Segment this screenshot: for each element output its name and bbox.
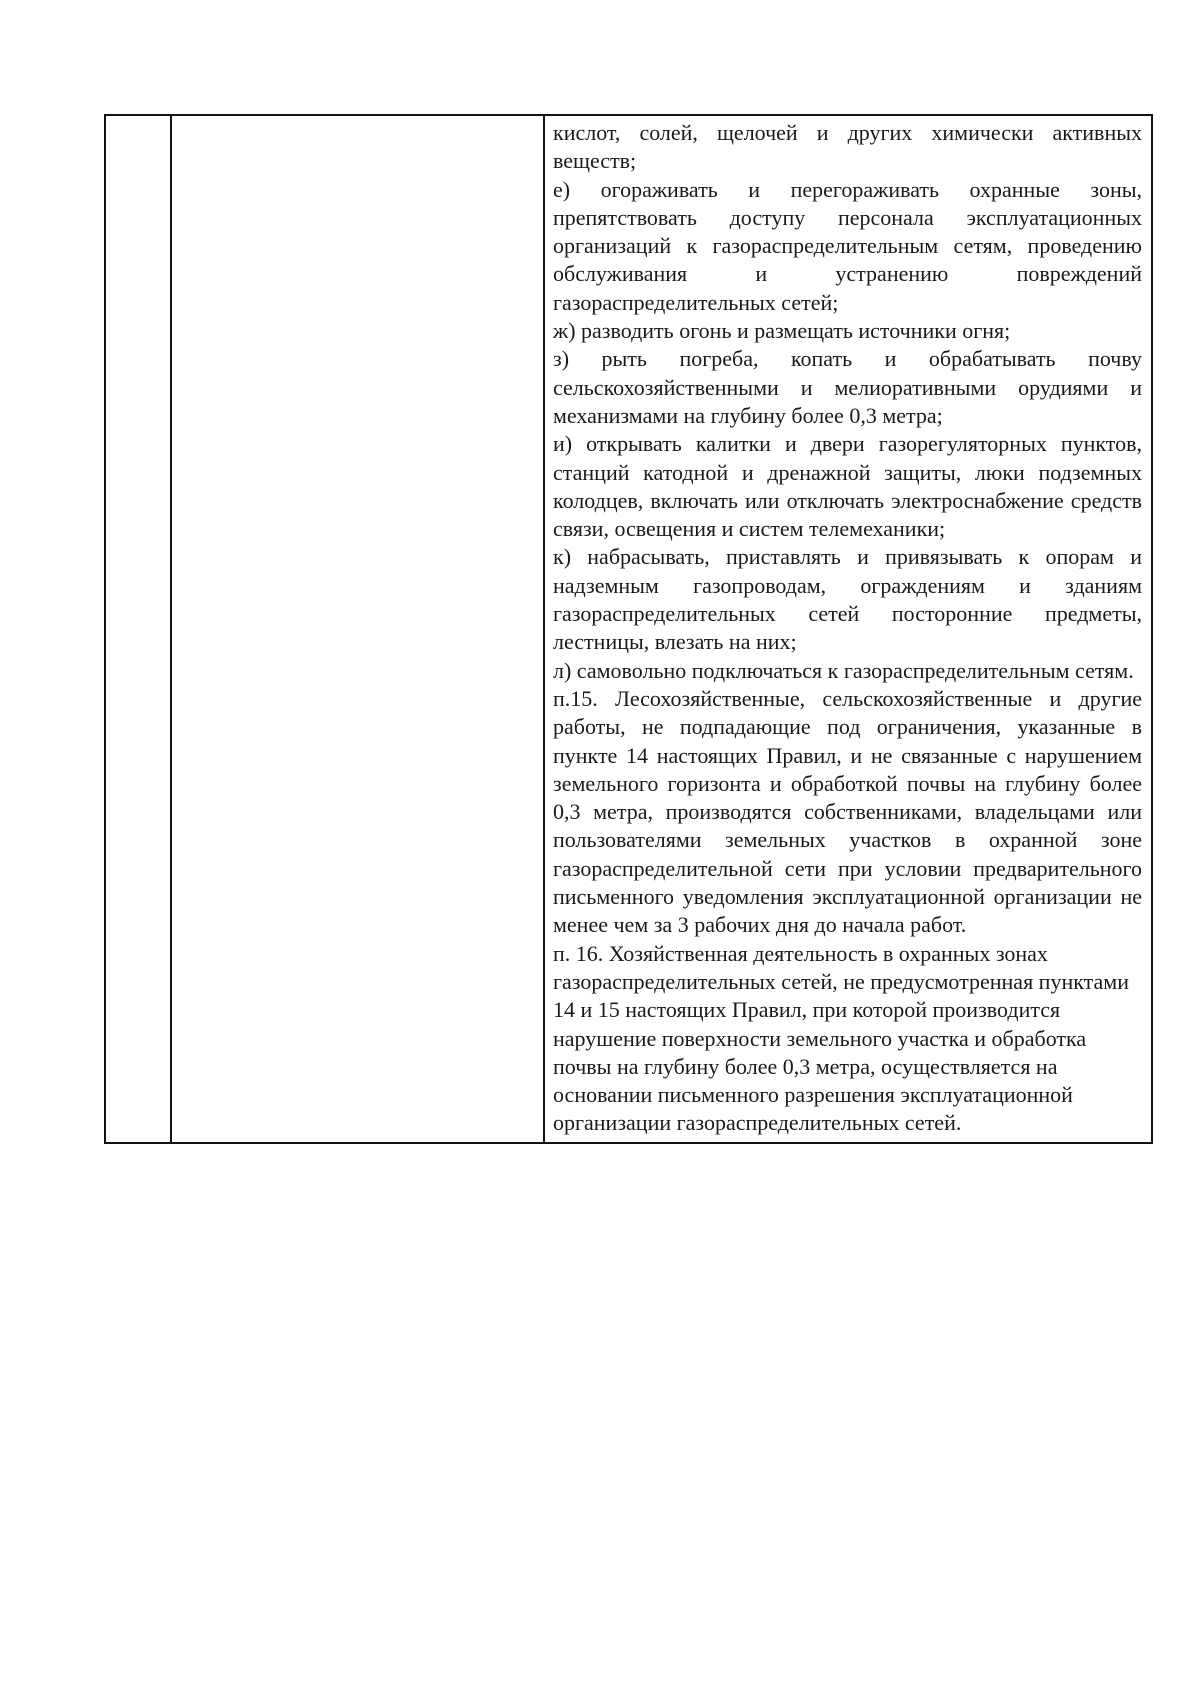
paragraph-item-k: к) набрасывать, приставлять и привязывать к опорам и надземным газопроводам, ограждениям и зданиям газораспределительных сетей посторонние предметы, лестницы, влезать на них;: [553, 544, 1142, 655]
paragraph-item-i: и) открывать калитки и двери газорегуляторных пунктов, станций катодной и дренажной защиты, люки подземных колодцев, включать или отключать электроснабжение средств связи, освещения и систем телемеханики;: [553, 431, 1142, 542]
regulations-table: [104, 114, 1153, 1144]
paragraph-clause-16: п. 16. Хозяйственная деятельность в охранных зонах газораспределительных сетей, не предусмотренная пунктами 14 и 15 настоящих Правил, при которой производится нарушение поверхности земельного участка и обработка почвы на глубину более 0,3 метра, осуществляется на основании письменного разрешения эксплуатационной организации газораспределительных сетей.: [553, 940, 1129, 1136]
paragraph-item-l: л) самовольно подключаться к газораспределительным сетям.: [553, 657, 1134, 683]
paragraph-clause-15: п.15. Лесохозяйственные, сельскохозяйственные и другие работы, не подпадающие под ограничения, указанные в пункте 14 настоящих Правил, и не связанные с нарушением земельного горизонта и обработкой почвы на глубину более 0,3 метра, производятся собственниками, владельцами или пользователями земельных участков в охранной зоне газораспределительной сети при условии предварительного письменного уведомления эксплуатационной организации не менее чем за 3 рабочих дня до начала работ.: [553, 685, 1142, 938]
row-text-cell: [544, 115, 1152, 1143]
row-number-cell: [105, 115, 171, 1143]
table-row: [105, 115, 1152, 1143]
paragraph-item-zh: ж) разводить огонь и размещать источники огня;: [553, 318, 1011, 344]
paragraph-continuation: кислот, солей, щелочей и других химически активных веществ;: [553, 120, 1142, 174]
paragraph-item-z: з) рыть погреба, копать и обрабатывать почву сельскохозяйственными и мелиоративными орудиями и механизмами на глубину более 0,3 метра;: [553, 346, 1142, 428]
row-name-cell: [171, 115, 544, 1143]
paragraph-item-e: е) огораживать и перегораживать охранные зоны, препятствовать доступу персонала эксплуатационных организаций к газораспределительным сетям, проведению обслуживания и устранению повреждений газораспределительных сетей;: [553, 176, 1142, 315]
